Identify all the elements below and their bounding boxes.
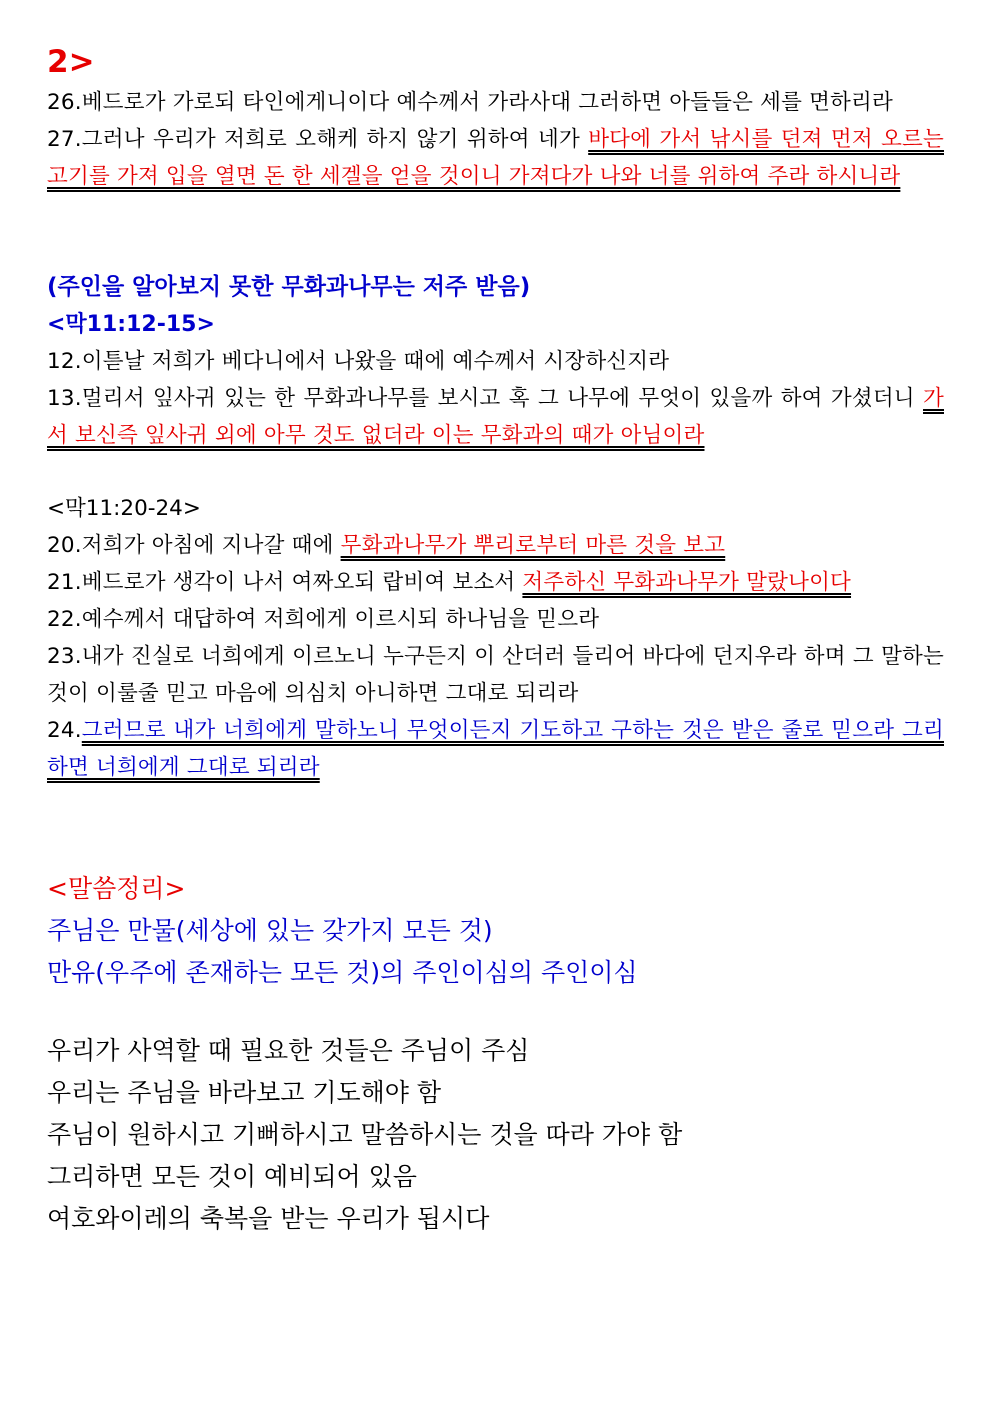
verse-12: 12.이튿날 저희가 베다니에서 나왔을 때에 예수께서 시장하신지라	[47, 349, 670, 374]
page-number: 2>	[47, 44, 95, 80]
verse-20	[47, 527, 944, 564]
summary-point-3: 주님이 원하시고 기뻐하시고 말씀하시는 것을 따라 가야 함	[47, 1120, 683, 1149]
verse-21-highlight: 저주하신 무화과나무가 말랐나이다	[522, 570, 852, 595]
scripture-reference-1: <막11:12-15>	[47, 312, 215, 337]
verse-13-highlight: 가서 보신즉 잎사귀 외에 아무 것도 없더라 이는 무화과의 때가 아님이라	[47, 386, 944, 448]
summary-line-2: 만유(우주에 존재하는 모든 것)의 주인이심의 주인이심	[47, 958, 638, 987]
verse-24	[47, 712, 944, 786]
verse-23: 23.내가 진실로 너희에게 이르노니 누구든지 이 산더러 들리어 바다에 던지우라 하며 그 말하는 것이 이룰줄 믿고 마음에 의심치 아니하면 그대로 되리라	[47, 644, 944, 706]
verse-21	[47, 564, 944, 601]
scripture-reference-2: <막11:20-24>	[47, 496, 201, 521]
verse-21-text: 21.베드로가 생각이 나서 여짜오되 랍비여 보소서	[47, 570, 523, 595]
verse-20-text: 20.저희가 아침에 지나갈 때에	[47, 533, 341, 558]
section-heading: (주인을 알아보지 못한 무화과나무는 저주 받음)	[47, 274, 531, 300]
summary-point-1: 우리가 사역할 때 필요한 것들은 주님이 주심	[47, 1036, 530, 1065]
document-page	[47, 40, 944, 1240]
verse-13-text: 13.멀리서 잎사귀 있는 한 무화과나무를 보시고 혹 그 나무에 무엇이 있을까 하여 가셨더니	[47, 386, 924, 411]
verse-27-text: 27.그러나 우리가 저희로 오해케 하지 않기 위하여 네가	[47, 127, 589, 152]
summary-line-1-prefix: 주님은	[47, 916, 128, 945]
summary-point-2: 우리는 주님을 바라보고 기도해야 함	[47, 1078, 442, 1107]
verse-26: 26.베드로가 가로되 타인에게니이다 예수께서 가라사대 그러하면 아들들은 세를 면하리라	[47, 90, 893, 115]
verse-27	[47, 121, 944, 195]
summary-line-1	[47, 910, 944, 952]
verse-22: 22.예수께서 대답하여 저희에게 이르시되 하나님을 믿으라	[47, 607, 600, 632]
summary-title: <말씀정리>	[47, 874, 186, 903]
summary-point-4: 그리하면 모든 것이 예비되어 있음	[47, 1162, 417, 1191]
verse-27-highlight: 바다에 가서 낚시를 던져 먼저 오르는 고기를 가져 입을 열면 돈 한 세겔을 얻을 것이니 가져다가 나와 너를 위하여 주라 하시니라	[47, 127, 944, 189]
verse-24-highlight: 그러므로 내가 너희에게 말하노니 무엇이든지 기도하고 구하는 것은 받은 줄로 믿으라 그리하면 너희에게 그대로 되리라	[47, 718, 944, 780]
summary-point-5: 여호와이레의 축복을 받는 우리가 됩시다	[47, 1204, 490, 1233]
verse-13	[47, 380, 944, 454]
verse-20-highlight: 무화과나무가 뿌리로부터 마른 것을 보고	[340, 533, 726, 558]
summary-line-1-rest: 만물(세상에 있는 갖가지 모든 것)	[127, 916, 493, 945]
verse-24-text: 24.	[47, 718, 82, 743]
